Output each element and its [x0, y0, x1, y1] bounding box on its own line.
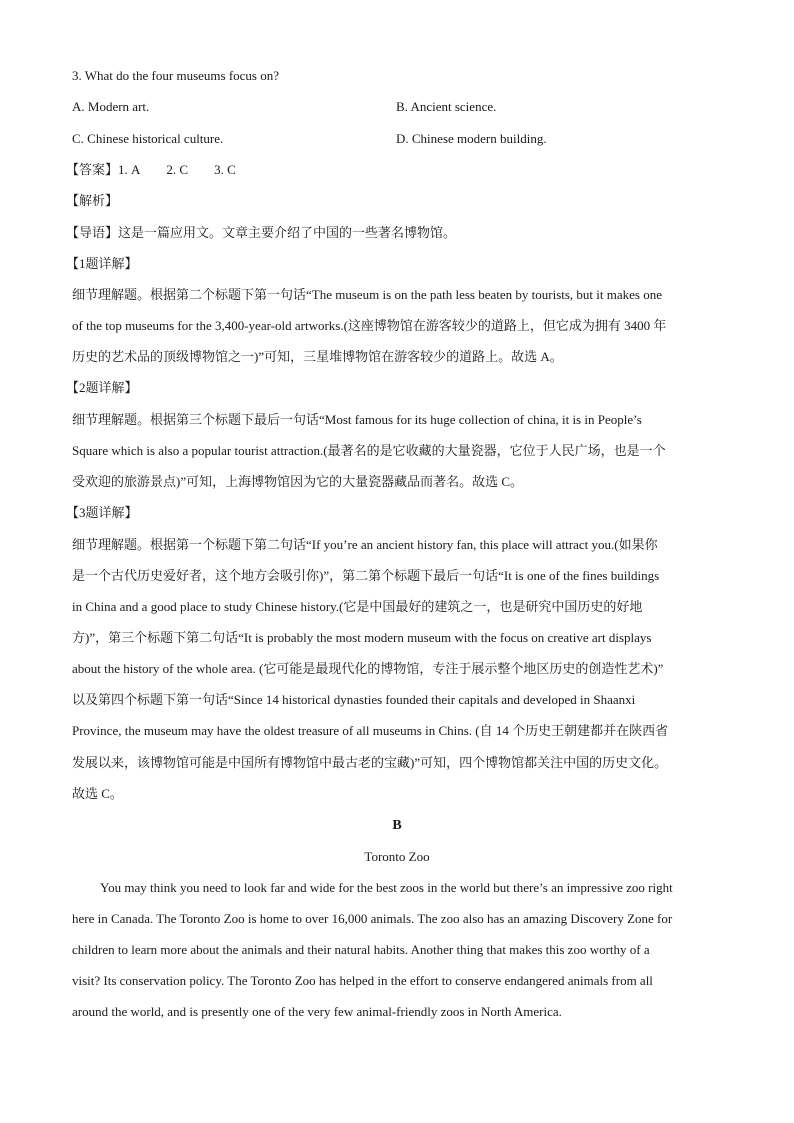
q3-line: 发展以来，该博物馆可能是中国所有博物馆中最古老的宝藏)”可知，四个博物馆都关注中国的历史文化。: [72, 755, 668, 770]
q2-header: 【2题详解】: [66, 380, 138, 395]
answer-item-1: 1. A: [118, 162, 141, 177]
option-b: B. Ancient science.: [396, 99, 497, 114]
q2-line: 受欢迎的旅游景点)”可知，上海博物馆因为它的大量瓷器藏品而著名。故选 C。: [72, 474, 524, 489]
option-a: A. Modern art.: [72, 99, 150, 114]
q1-header: 【1题详解】: [66, 256, 138, 271]
q3-line: 细节理解题。根据第一个标题下第二句话“If you’re an ancient history fan, this place will attract you.(如果你: [72, 537, 658, 552]
passage-title: Toronto Zoo: [364, 849, 430, 864]
analysis-intro: 【导语】这是一篇应用文。文章主要介绍了中国的一些著名博物馆。: [66, 225, 457, 240]
option-d: D. Chinese modern building.: [396, 131, 547, 146]
passage-line: You may think you need to look far and wide for the best zoos in the world but there’s an impressive zoo right: [100, 880, 673, 895]
answer-item-2: 2. C: [166, 162, 189, 177]
q1-line: 历史的艺术品的顶级博物馆之一)”可知，三星堆博物馆在游客较少的道路上。故选 A。: [72, 349, 563, 364]
answer-item-3: 3. C: [214, 162, 236, 177]
q3-line: 以及第四个标题下第一句话“Since 14 historical dynasties founded their capitals and developed in Shaanxi: [72, 692, 636, 707]
q3-line: 方)”，第三个标题下第二句话“It is probably the most modern museum with the focus on creative art displays: [72, 630, 652, 645]
analysis-label: 【解析】: [66, 193, 119, 208]
q1-line: 细节理解题。根据第二个标题下第一句话“The museum is on the path less beaten by tourists, but it makes one: [72, 287, 662, 302]
section-letter: B: [392, 818, 402, 833]
answer-line: [66, 161, 718, 179]
q3-line: Province, the museum may have the oldest treasure of all museums in Chins. (自 14 个历史王朝建都并在陕西省: [72, 723, 669, 738]
q3-line: about the history of the whole area. (它可能是最现代化的博物馆，专注于展示整个地区历史的创造性艺术)”: [72, 661, 664, 676]
q3-line: 故选 C。: [72, 786, 123, 801]
passage-line: here in Canada. The Toronto Zoo is home to over 16,000 animals. The zoo also has an amazing Discovery Zone for: [72, 911, 673, 926]
q3-header: 【3题详解】: [66, 505, 138, 520]
q3-line: in China and a good place to study Chinese history.(它是中国最好的建筑之一，也是研究中国历史的好地: [72, 599, 643, 614]
passage-line: around the world, and is presently one of the very few animal-friendly zoos in North America.: [72, 1004, 562, 1019]
question-3-stem: 3. What do the four museums focus on?: [72, 68, 279, 83]
passage-line: visit? Its conservation policy. The Toronto Zoo has helped in the effort to conserve endangered animals from all: [72, 973, 653, 988]
q2-line: 细节理解题。根据第三个标题下最后一句话“Most famous for its huge collection of china, it is in People’s: [72, 412, 642, 427]
answer-label: 【答案】: [66, 162, 119, 177]
q2-line: Square which is also a popular tourist attraction.(最著名的是它收藏的大量瓷器，它位于人民广场，也是一个: [72, 443, 666, 458]
passage-line: children to learn more about the animals and their natural habits. Another thing that makes this zoo worthy of a: [72, 942, 650, 957]
option-c: C. Chinese historical culture.: [72, 131, 224, 146]
q3-line: 是一个古代历史爱好者，这个地方会吸引你)”，第二第个标题下最后一句话“It is one of the fines buildings: [72, 568, 660, 583]
q1-line: of the top museums for the 3,400-year-old artworks.(这座博物馆在游客较少的道路上，但它成为拥有 3400 年: [72, 318, 667, 333]
